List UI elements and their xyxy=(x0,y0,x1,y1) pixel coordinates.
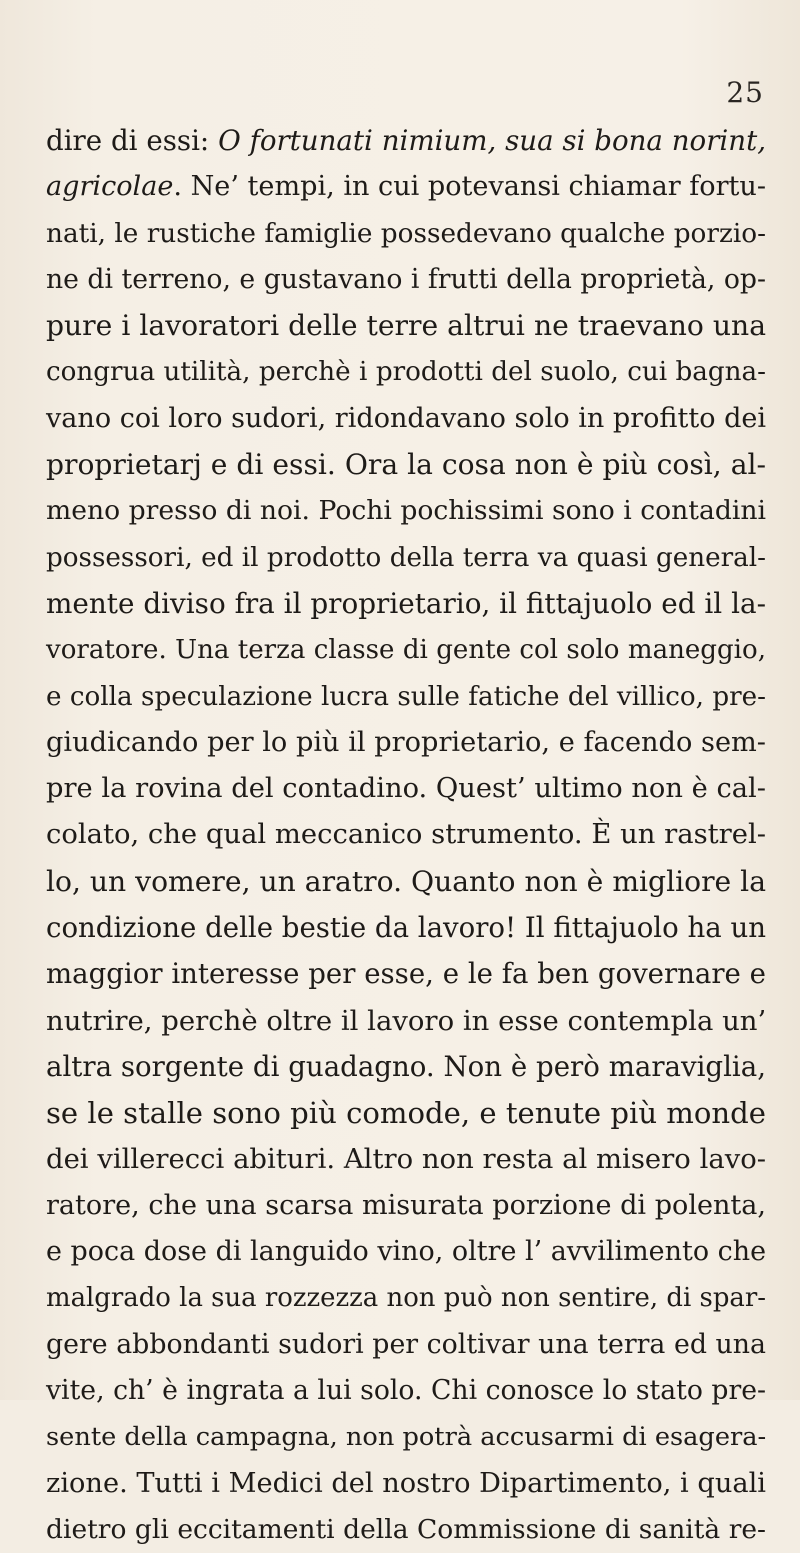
text-segment: e colla speculazione lucra sulle fatiche del villico, pre- xyxy=(46,681,766,712)
text-line xyxy=(46,442,766,488)
text-segment: condizione delle bestie da lavoro! Il fittajuolo ha un xyxy=(46,911,766,945)
text-line xyxy=(46,1044,766,1090)
text-segment: se le stalle sono più comode, e tenute più monde xyxy=(46,1096,766,1131)
text-line xyxy=(46,998,766,1044)
text-segment: colato, che qual meccanico strumento. È un rastrel- xyxy=(46,819,766,851)
text-segment: lo, un vomere, un aratro. Quanto non è migliore la xyxy=(46,864,766,898)
text-segment: gere abbondanti sudori per coltivar una terra ed una xyxy=(46,1328,766,1360)
text-segment: congrua utilità, perchè i prodotti del suolo, cui bagna- xyxy=(46,357,766,388)
text-segment: vite, ch’ è ingrata a lui solo. Chi conosce lo stato pre- xyxy=(46,1375,766,1407)
text-segment: maggior interesse per esse, e le fa ben governare e xyxy=(46,957,766,991)
text-line xyxy=(46,535,766,581)
text-line xyxy=(46,812,766,858)
text-segment: ratore, che una scarsa misurata porzione di polenta, xyxy=(46,1189,766,1221)
text-line xyxy=(46,1322,766,1368)
text-segment: pure i lavoratori delle terre altrui ne traevano una xyxy=(46,309,766,343)
text-line xyxy=(46,1229,766,1275)
text-line xyxy=(46,674,766,720)
text-line xyxy=(46,396,766,442)
text-segment: dietro gli eccitamenti della Commissione di sanità re- xyxy=(46,1513,766,1545)
text-segment: nati, le rustiche famiglie possedevano qualche porzio- xyxy=(46,218,766,249)
text-line xyxy=(46,1368,766,1414)
text-segment: . Ne’ tempi, in cui potevansi chiamar fortu- xyxy=(173,171,767,203)
text-line xyxy=(46,766,766,812)
text-line xyxy=(46,720,766,766)
body-text xyxy=(46,118,766,1553)
text-line xyxy=(46,1275,766,1321)
text-line xyxy=(46,164,766,210)
text-segment: malgrado la sua rozzezza non può non sentire, di spar- xyxy=(46,1283,766,1314)
text-segment: dire di essi: xyxy=(46,124,219,157)
text-line xyxy=(46,1414,766,1460)
text-segment: vano coi loro sudori, ridondavano solo in profitto dei xyxy=(46,402,767,434)
text-line xyxy=(46,118,766,164)
text-line xyxy=(46,349,766,395)
text-segment: dei villerecci abituri. Altro non resta al misero lavo- xyxy=(46,1143,766,1175)
text-line xyxy=(46,627,766,673)
text-segment: sente della campagna, non potrà accusarmi di esagera- xyxy=(46,1422,767,1453)
text-line xyxy=(46,1090,766,1136)
text-line xyxy=(46,951,766,997)
text-line xyxy=(46,1461,766,1507)
text-line xyxy=(46,211,766,257)
text-segment: nutrire, perchè oltre il lavoro in esse contempla un’ xyxy=(46,1004,767,1037)
text-segment: ne di terreno, e gustavano i frutti della proprietà, op- xyxy=(46,263,766,295)
text-line xyxy=(46,1507,766,1553)
text-segment: meno presso di noi. Pochi pochissimi sono i contadini xyxy=(46,495,766,527)
text-segment: proprietarj e di essi. Ora la cosa non è più così, al- xyxy=(46,448,766,482)
text-line xyxy=(46,1183,766,1229)
text-segment: mente diviso fra il proprietario, il fittajuolo ed il la- xyxy=(46,586,766,620)
text-segment: altra sorgente di guadagno. Non è però maraviglia, xyxy=(46,1049,766,1083)
italic-text-segment: agricolae xyxy=(46,171,174,203)
text-line xyxy=(46,257,766,303)
text-segment: pre la rovina del contadino. Quest’ ultimo non è cal- xyxy=(46,773,766,805)
text-segment: possessori, ed il prodotto della terra va quasi general- xyxy=(46,542,766,573)
text-line xyxy=(46,488,766,534)
text-segment: e poca dose di languido vino, oltre l’ avvilimento che xyxy=(46,1236,767,1268)
text-segment: giudicando per lo più il proprietario, e facendo sem- xyxy=(46,726,766,758)
text-line xyxy=(46,303,766,349)
text-segment: zione. Tutti i Medici del nostro Dipartimento, i quali xyxy=(46,1467,766,1499)
text-line xyxy=(46,581,766,627)
text-line xyxy=(46,905,766,951)
text-line xyxy=(46,1137,766,1183)
page-number: 25 xyxy=(726,76,764,109)
italic-text-segment: O fortunati nimium, sua si bona norint, xyxy=(218,124,766,157)
text-line xyxy=(46,859,766,905)
text-segment: voratore. Una terza classe di gente col solo maneggio, xyxy=(46,635,766,666)
